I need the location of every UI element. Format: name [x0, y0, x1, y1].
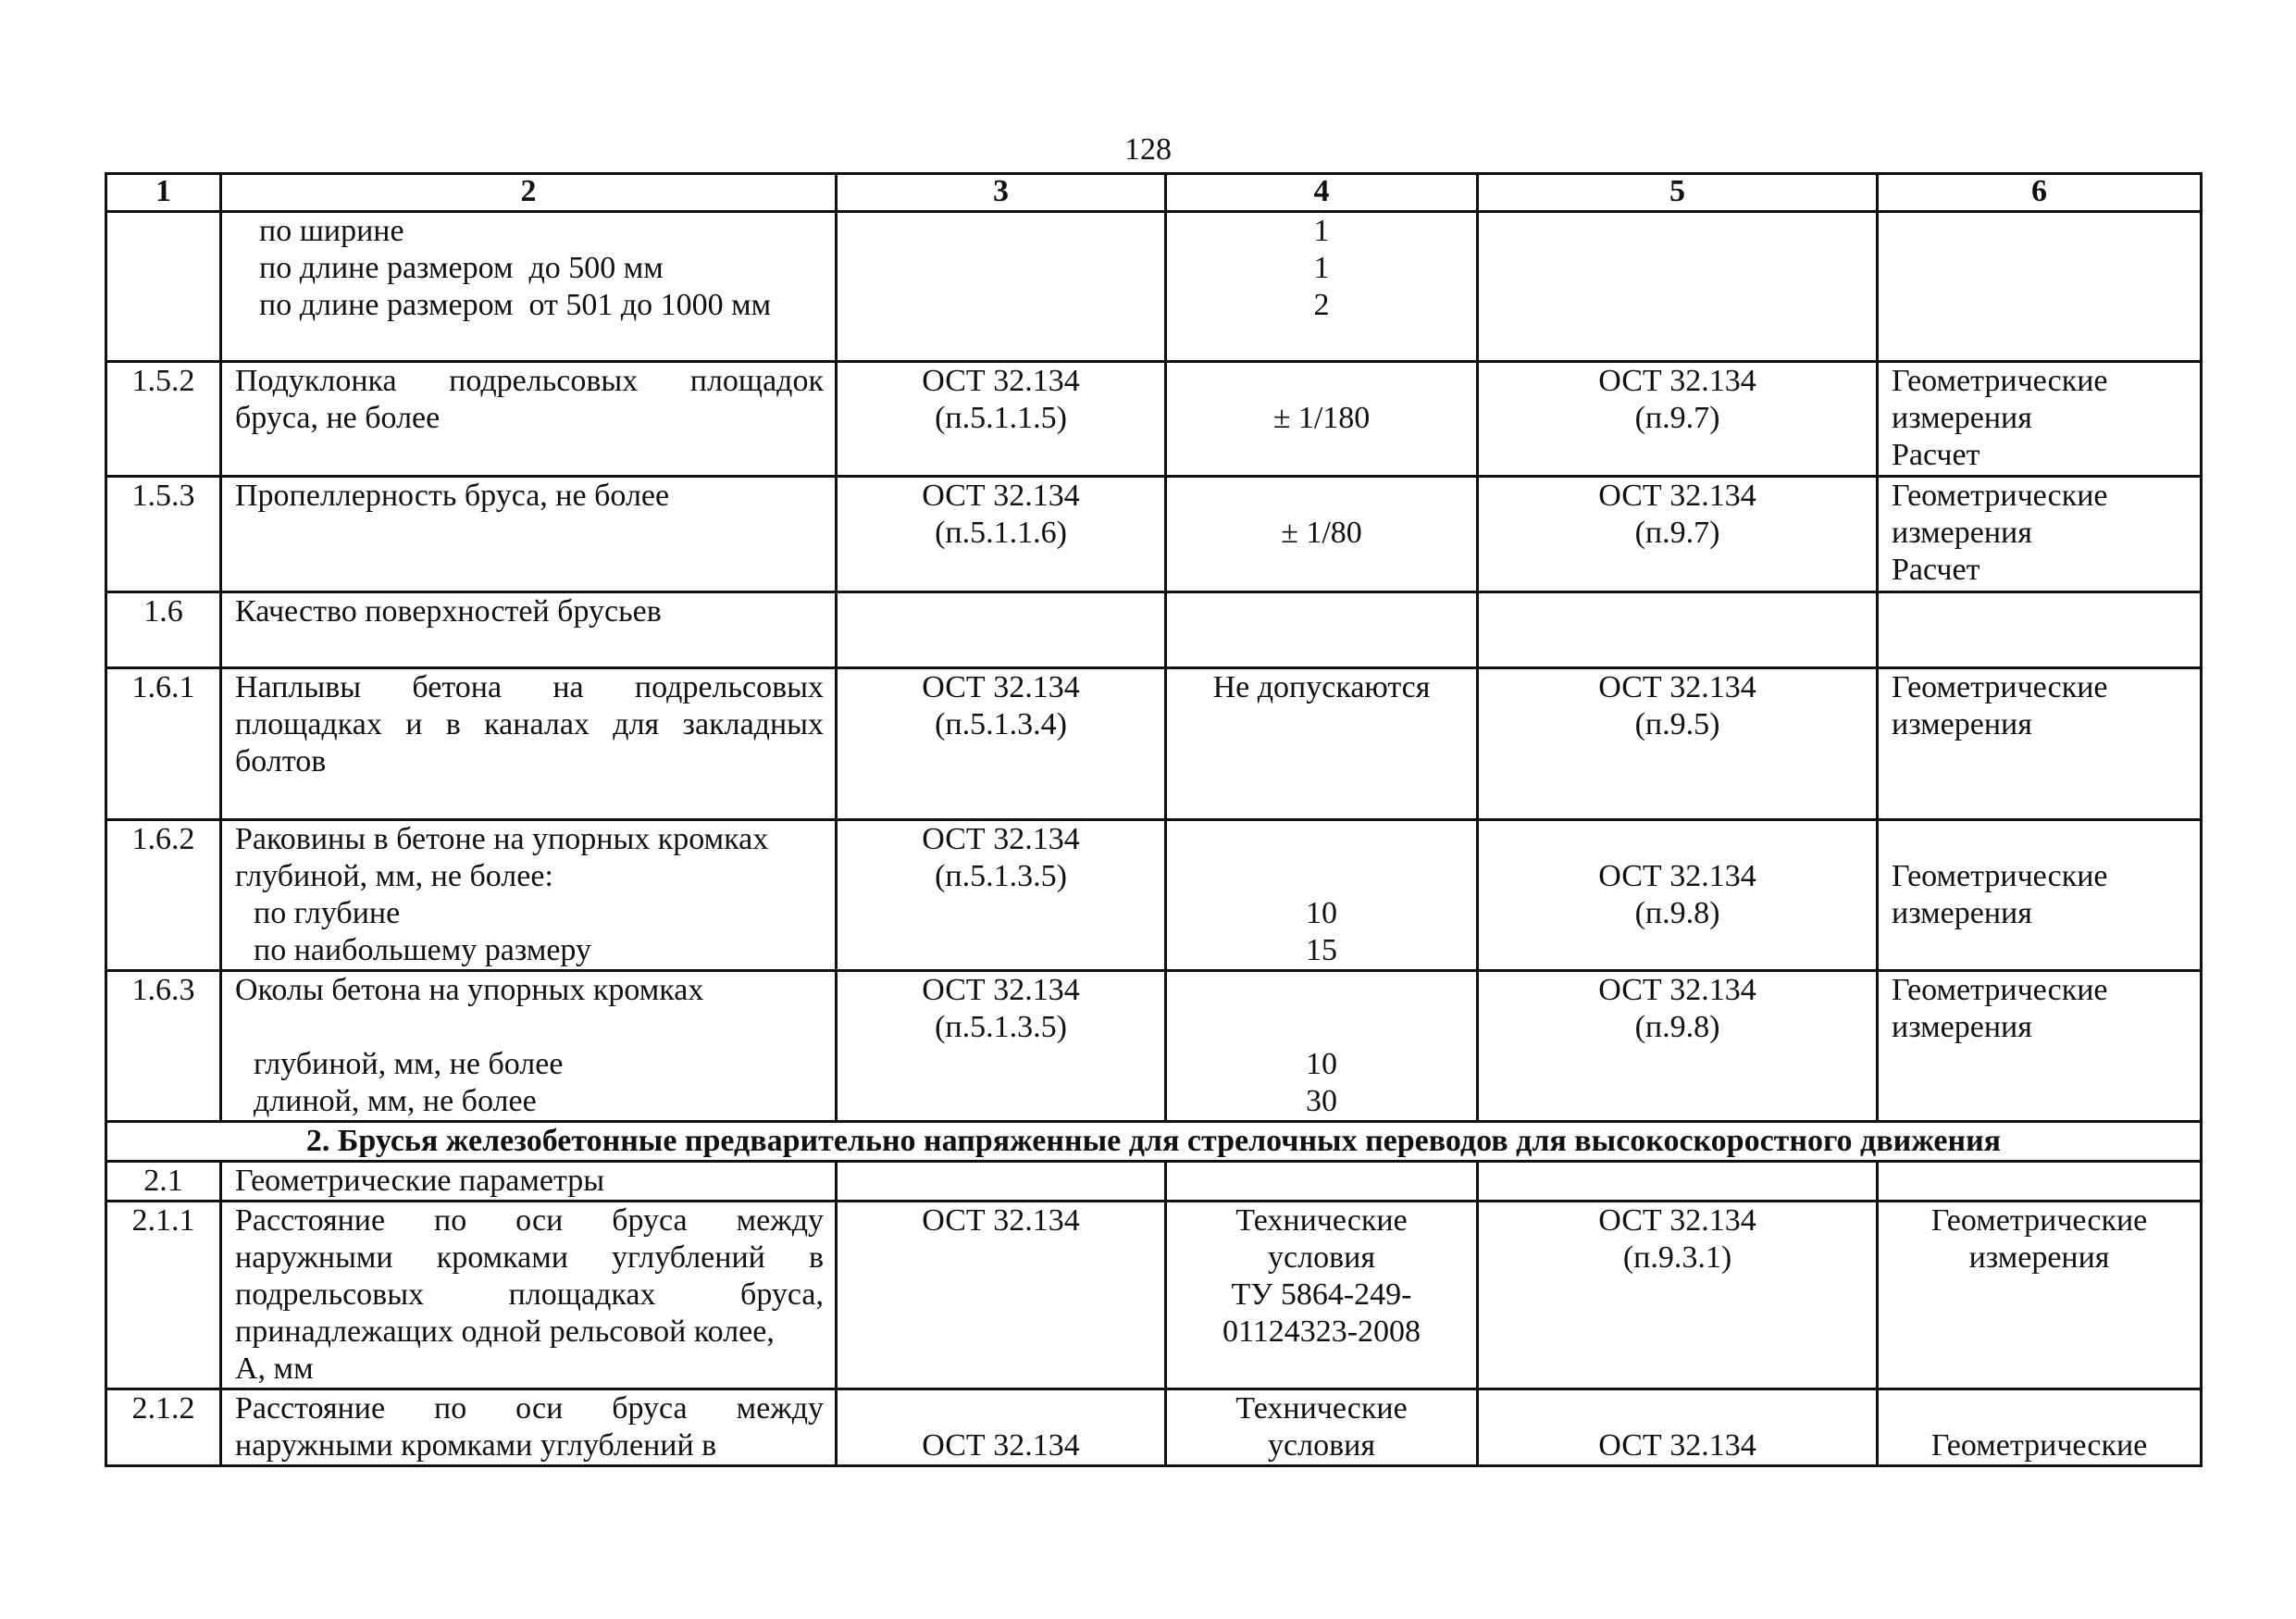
column-header: 2: [221, 174, 837, 212]
standard-line: ОСТ 32.134: [922, 364, 1080, 398]
value-line: Технические: [1235, 1203, 1408, 1238]
control-method: [1878, 971, 2202, 1122]
item-number: 1.6.2: [106, 820, 221, 971]
spacer: [1167, 363, 1476, 400]
item-description: Геометрические параметры: [221, 1162, 837, 1202]
description-line: длиной, мм, не более: [254, 1084, 537, 1118]
method-standard: [1478, 477, 1878, 592]
tolerance-value: [1166, 477, 1478, 592]
method-line: Геометрические: [1930, 1203, 2148, 1238]
method-standard: [1478, 1389, 1878, 1466]
method-line: Геометрические: [1892, 364, 2108, 398]
method-line: измерения: [1892, 1010, 2032, 1044]
method-standard-line: (п.9.3.1): [1622, 1240, 1732, 1275]
spacer: [235, 1009, 824, 1046]
standard-line: (п.5.1.1.6): [935, 516, 1067, 550]
control-method: [1878, 1162, 2202, 1202]
method-standard-line: ОСТ 32.134: [1598, 1203, 1756, 1238]
section-title: 2. Брусья железобетонные предварительно напряженные для стрелочных переводов для высокоскоростного движения: [106, 1122, 2202, 1162]
method-standard-line: ОСТ 32.134: [1598, 859, 1756, 893]
tolerance-value: [1166, 971, 1478, 1122]
standard-line: ОСТ 32.134: [922, 973, 1080, 1007]
item-description: Расстояние по оси бруса между наружными кромками углублений в: [221, 1389, 837, 1466]
value-line: 10: [1306, 896, 1337, 930]
table-row: [106, 668, 2202, 820]
table-row: [106, 477, 2202, 592]
spacer: [1167, 478, 1476, 515]
column-header: 4: [1166, 174, 1478, 212]
item-description: Пропеллерность бруса, не более: [221, 477, 837, 592]
control-method: [1878, 1202, 2202, 1389]
item-number: 1.6: [106, 592, 221, 668]
item-description: Подуклонка подрельсовых площадок бруса, не более: [221, 362, 837, 477]
method-standard-line: ОСТ 32.134: [1598, 479, 1756, 513]
method-line: измерения: [1892, 707, 2032, 741]
table-row: [106, 1162, 2202, 1202]
standard-line: (п.5.1.3.5): [935, 859, 1067, 893]
method-standard-line: ОСТ 32.134: [1598, 670, 1756, 704]
spacer: [1892, 821, 2200, 858]
tolerance-value: [1166, 212, 1478, 362]
tolerance-value: [1166, 362, 1478, 477]
method-line: Геометрические: [1930, 1428, 2148, 1463]
standard-line: ОСТ 32.134: [922, 670, 1080, 704]
standard-ref: [837, 212, 1166, 362]
method-line: измерения: [1892, 516, 2032, 550]
method-line: измерения: [1892, 896, 2032, 930]
item-description: [221, 971, 837, 1122]
standard-ref: [837, 1162, 1166, 1202]
method-standard-line: (п.9.5): [1634, 707, 1720, 741]
standard-ref: [837, 1389, 1166, 1466]
value-line: условия: [1268, 1240, 1375, 1275]
method-standard: [1478, 820, 1878, 971]
item-number: 2.1.1: [106, 1202, 221, 1389]
control-method: [1878, 1389, 2202, 1466]
standard-line: (п.5.1.1.5): [935, 401, 1067, 435]
column-header: 5: [1478, 174, 1878, 212]
description-tail: A, мм: [235, 1351, 314, 1386]
value-line: 1: [1313, 251, 1330, 285]
value-line: ТУ 5864-249-: [1231, 1277, 1412, 1312]
description-line: Околы бетона на упорных кромках: [235, 973, 704, 1007]
standard-ref: [837, 362, 1166, 477]
item-description: Наплывы бетона на подрельсовых площадках и в каналах для закладных болтов: [221, 668, 837, 820]
item-number: 1.5.2: [106, 362, 221, 477]
description-line: по глубине: [254, 896, 401, 930]
item-number: 2.1.2: [106, 1389, 221, 1466]
item-description: [221, 820, 837, 971]
method-standard: [1478, 362, 1878, 477]
standard-line: ОСТ 32.134: [922, 479, 1080, 513]
control-method: [1878, 477, 2202, 592]
method-line: измерения: [1892, 401, 2032, 435]
method-standard: [1478, 1202, 1878, 1389]
description-line: по ширине: [259, 214, 404, 248]
tolerance-value: [1166, 1162, 1478, 1202]
spacer: [1479, 1390, 1876, 1427]
table-row: [106, 1202, 2202, 1389]
method-line: Расчет: [1892, 553, 1980, 587]
item-number: 1.5.3: [106, 477, 221, 592]
value-line: 01124323-2008: [1222, 1314, 1421, 1349]
method-standard-line: (п.9.8): [1634, 1010, 1720, 1044]
table-row: [106, 592, 2202, 668]
tolerance-value: [1166, 1389, 1478, 1466]
requirements-table: [105, 172, 2203, 1467]
value-line: 1: [1313, 214, 1330, 248]
item-number: [106, 212, 221, 362]
method-standard-line: (п.9.7): [1634, 401, 1720, 435]
description-line: Раковины в бетоне на упорных кромках: [235, 822, 769, 856]
method-standard: [1478, 592, 1878, 668]
table-row: [106, 971, 2202, 1122]
control-method: [1878, 212, 2202, 362]
tolerance-value: Не допускаются: [1166, 668, 1478, 820]
method-line: Геометрические: [1892, 479, 2108, 513]
standard-line: (п.5.1.3.5): [935, 1010, 1067, 1044]
value-line: Технические: [1235, 1391, 1408, 1426]
method-line: измерения: [1968, 1240, 2110, 1275]
control-method: [1878, 668, 2202, 820]
method-line: Геометрические: [1892, 859, 2108, 893]
method-standard: [1478, 1162, 1878, 1202]
item-description: [221, 212, 837, 362]
item-number: 1.6.3: [106, 971, 221, 1122]
method-standard-line: ОСТ 32.134: [1598, 1428, 1756, 1463]
item-description: [221, 1202, 837, 1389]
description-line: по длине размером от 501 до 1000 мм: [259, 288, 772, 322]
spacer: [1479, 821, 1876, 858]
method-line: Геометрические: [1892, 670, 2108, 704]
standard-line: (п.5.1.3.4): [935, 707, 1067, 741]
item-description: Качество поверхностей брусьев: [221, 592, 837, 668]
tolerance-value: [1166, 1202, 1478, 1389]
control-method: [1878, 592, 2202, 668]
standard-ref: [837, 1202, 1166, 1389]
table-row: [106, 212, 2202, 362]
method-line: Геометрические: [1892, 973, 2108, 1007]
method-line: Расчет: [1892, 438, 1980, 472]
method-standard-line: ОСТ 32.134: [1598, 973, 1756, 1007]
column-header: 6: [1878, 174, 2202, 212]
description-line: по длине размером до 500 мм: [259, 251, 664, 285]
value-line: ± 1/80: [1281, 516, 1362, 550]
description-line: глубиной, мм, не более: [254, 1047, 564, 1081]
table-row: [106, 820, 2202, 971]
section-row: [106, 1122, 2202, 1162]
control-method: [1878, 820, 2202, 971]
description-line: глубиной, мм, не более:: [235, 859, 553, 893]
page-number: 128: [1124, 132, 1172, 167]
standard-line: ОСТ 32.134: [922, 1428, 1080, 1463]
table-row: [106, 362, 2202, 477]
description-text: Расстояние по оси бруса между наружными кромками углублений в подрельсовых площадках бруса, принадлежащих одной рельсовой колее,: [235, 1203, 824, 1349]
tolerance-value: [1166, 592, 1478, 668]
method-standard: [1478, 212, 1878, 362]
standard-ref: [837, 668, 1166, 820]
method-standard-line: (п.9.8): [1634, 896, 1720, 930]
spacer: [1167, 1009, 1476, 1046]
standard-line: ОСТ 32.134: [922, 1203, 1080, 1238]
description-line: по наибольшему размеру: [254, 933, 591, 967]
table-row: [106, 1389, 2202, 1466]
value-line: 2: [1313, 288, 1330, 322]
method-standard-line: ОСТ 32.134: [1598, 364, 1756, 398]
standard-ref: [837, 971, 1166, 1122]
table-header-row: [106, 174, 2202, 212]
spacer: [1167, 972, 1476, 1009]
value-line: 30: [1306, 1084, 1337, 1118]
item-number: 2.1: [106, 1162, 221, 1202]
method-standard: [1478, 971, 1878, 1122]
standard-ref: [837, 592, 1166, 668]
value-line: условия: [1268, 1428, 1375, 1463]
standard-line: ОСТ 32.134: [922, 822, 1080, 856]
standard-ref: [837, 820, 1166, 971]
item-number: 1.6.1: [106, 668, 221, 820]
spacer: [1167, 858, 1476, 895]
tolerance-value: [1166, 820, 1478, 971]
value-line: 15: [1306, 933, 1337, 967]
control-method: [1878, 362, 2202, 477]
method-standard-line: (п.9.7): [1634, 516, 1720, 550]
spacer: [1879, 1390, 2200, 1427]
column-header: 3: [837, 174, 1166, 212]
value-line: ± 1/180: [1272, 401, 1371, 435]
spacer: [1167, 821, 1476, 858]
value-line: 10: [1306, 1047, 1337, 1081]
spacer: [838, 1390, 1164, 1427]
method-standard: [1478, 668, 1878, 820]
column-header: 1: [106, 174, 221, 212]
standard-ref: [837, 477, 1166, 592]
